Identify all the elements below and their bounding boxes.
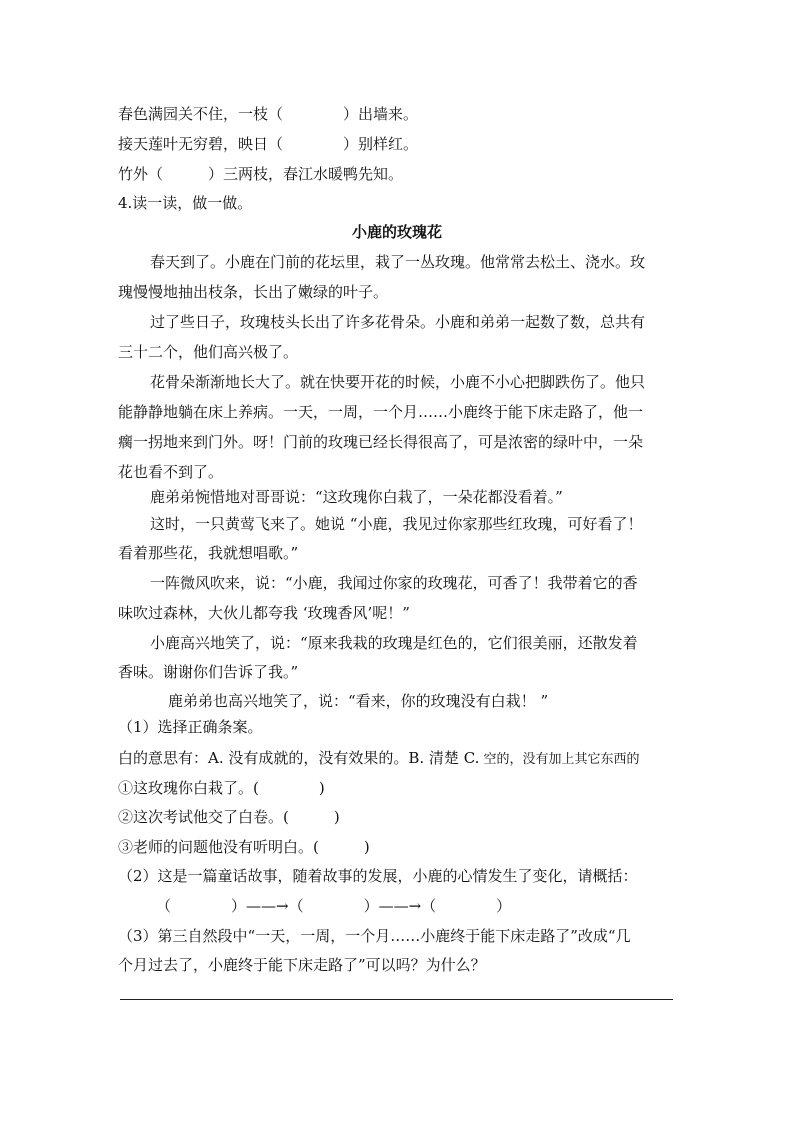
poem-line-1: 春色满园关不住，一枝（ ）出墙来。	[118, 105, 419, 123]
question-1-heading: （1）选择正确条案。	[118, 718, 263, 736]
story-paragraph: 三十二个，他们高兴极了。	[118, 343, 299, 361]
story-paragraph: 味吹过森林，大伙儿都夸我 ‘玫瑰香风’呢！”	[118, 604, 410, 622]
story-paragraph: 瘸一拐地来到门外。呀！门前的玫瑰已经长得很高了，可是浓密的绿叶中，一朵	[118, 433, 644, 451]
poem-line-2: 接天莲叶无穷碧，映日（ ）别样红。	[118, 135, 419, 153]
story-paragraph: 鹿弟弟也高兴地笑了，说：“看来，你的玫瑰没有白栽！ ”	[168, 692, 549, 710]
question-1-item-b: ②这次考试他交了白卷。( )	[118, 808, 340, 826]
question-3-line-1: （3）第三自然段中“一天，一周，一个月……小鹿终于能下床走路了”改成“几	[118, 927, 631, 945]
question-1-definitions	[118, 748, 640, 770]
question-1-item-a: ①这玫瑰你白栽了。( )	[118, 779, 325, 797]
question-3-line-2: 个月过去了，小鹿终于能下床走路了”可以吗？为什么？	[118, 956, 486, 974]
question-2-blanks: （ ）——→（ ）——→（ ）	[156, 897, 512, 915]
story-paragraph: 能静静地躺在床上养病。一天，一周，一个月……小鹿终于能下床走路了，他一	[118, 403, 644, 421]
story-paragraph: 一阵微风吹来，说：“小鹿，我闻过你家的玫瑰花，可香了！我带着它的香	[150, 574, 638, 592]
story-paragraph: 这时，一只黄莺飞来了。她说 “小鹿，我见过你家那些红玫瑰，可好看了！	[150, 515, 643, 533]
story-paragraph: 过了些日子，玫瑰枝头长出了许多花骨朵。小鹿和弟弟一起数了数，总共有	[150, 313, 646, 331]
definition-text: 白的意思有：A. 没有成就的，没有效果的。B. 清楚 C.	[118, 749, 480, 767]
story-title: 小鹿的玫瑰花	[351, 223, 442, 241]
question-4-heading: 4.读一读，做一做。	[118, 194, 253, 212]
answer-line[interactable]	[120, 999, 673, 1000]
story-paragraph: 香味。谢谢你们告诉了我。”	[118, 663, 299, 681]
story-paragraph: 瑰慢慢地抽出枝条，长出了嫩绿的叶子。	[118, 283, 389, 301]
story-paragraph: 花也看不到了。	[118, 463, 224, 481]
question-1-item-c: ③老师的问题他没有听明白。( )	[118, 838, 370, 856]
story-paragraph: 看着那些花，我就想唱歌。”	[118, 544, 299, 562]
poem-line-3: 竹外（ ）三两枝，春江水暖鸭先知。	[118, 165, 404, 183]
story-paragraph: 花骨朵渐渐地长大了。就在快要开花的时候，小鹿不小心把脚跌伤了。他只	[150, 373, 646, 391]
definition-text-small: 空的，没有加上其它东西的	[479, 752, 640, 767]
story-paragraph: 鹿弟弟惋惜地对哥哥说：“这玫瑰你白栽了，一朵花都没看着。”	[150, 488, 563, 506]
story-paragraph: 小鹿高兴地笑了，说：“原来我栽的玫瑰是红色的，它们很美丽，还散发着	[150, 634, 638, 652]
story-paragraph: 春天到了。小鹿在门前的花坛里，栽了一丛玫瑰。他常常去松土、浇水。玫	[150, 253, 646, 271]
question-2-heading: （2）这是一篇童话故事，随着故事的发展，小鹿的心情发生了变化，请概括：	[118, 867, 638, 885]
